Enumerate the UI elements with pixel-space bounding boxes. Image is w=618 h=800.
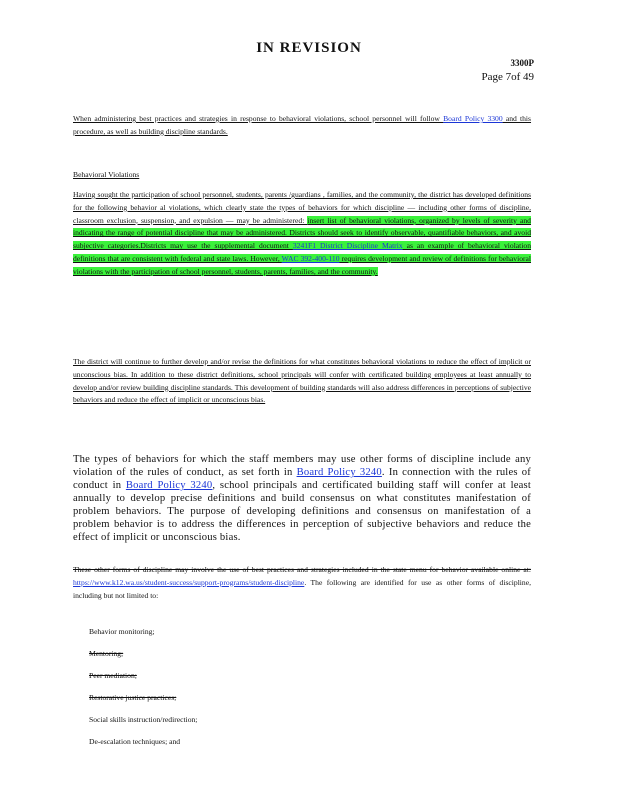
struck-text: These other forms of discipline may involve the use of best practices and strategies included in the state menu for behavior available online at: [73, 565, 531, 574]
behaviors-text-end: , school principals and certificated building staff will confer at least annually to develop precise definitions and build consensus on what constitutes manifestation of problem behaviors. The purpose of developing definitions and consensus on manifestation of a problem behavior is to address the differences in perception of subjective behaviors and reduce the effect of implicit or unconscious bias. [73, 480, 531, 543]
violations-paragraph [73, 189, 531, 279]
list-item-label: Restorative justice practices; [89, 693, 177, 702]
intro-text: When administering best practices and strategies in response to behavioral violations, school personnel will follow [73, 114, 444, 123]
behaviors-text: . In connection with the rules of conduct in [73, 467, 531, 491]
list-item-label: Mentoring; [89, 649, 124, 658]
board-policy-3300-link[interactable]: Board Policy 3300 [443, 114, 503, 123]
list-item [73, 715, 197, 724]
section-heading: Behavioral Violations [73, 170, 140, 179]
highlighted-text: as an example of behavioral violation definitions that are consistent with federal and state laws. However, [73, 241, 531, 263]
other-forms-paragraph [73, 564, 531, 602]
revision-paragraph: The district will continue to further develop and/or revise the definitions for what constitutes behavioral violations to reduce the effect of implicit or unconscious bias. In addition to these district definitions, school principals will confer with certificated building employees at least annually to develop and/or review building discipline standards. This development of building standards will also address differences in perceptions of subjective behaviors and reduce the effect of implicit or unconscious bias. [73, 357, 531, 405]
violations-text: Having sought the participation of school personnel, students, parents /guardians , families, and the community, the district has developed definitions for the following behavior al violations, which clearly state the types of behaviors for which discipline — including other forms of discipline, classroom exclusion, suspension, and expulsion — may be administered: [73, 190, 531, 225]
other-forms-text: . The following are identified for use as other forms of discipline, including but not limited to: [73, 577, 531, 600]
list-item-label: De-escalation techniques; and [89, 737, 181, 746]
behaviors-paragraph [73, 453, 531, 544]
policy-code: 3300P [510, 58, 534, 68]
list-item [73, 627, 155, 636]
intro-text-end: and this procedure, as well as building discipline standards. [73, 114, 532, 136]
list-item-label: Social skills instruction/redirection; [89, 715, 198, 724]
list-item [73, 671, 137, 680]
wac-link[interactable]: WAC 392-400-110 [281, 253, 340, 263]
highlighted-text: requires development and review of definitions for behavioral violations with the participation of school personnel, students, parents, families, and the community. [73, 253, 531, 276]
discipline-matrix-link[interactable]: 3241F1 District Discipline Matrix [292, 241, 403, 251]
highlighted-text: insert list of behavioral violations, organized by levels of severity and indicating the range of potential discipline that may be administered. Districts should seek to identify observable, quantifiable behaviors, and avoid subjective categories.Districts may use the supplemental document [73, 215, 531, 251]
list-item-label: Behavior monitoring; [89, 627, 155, 636]
board-policy-3240-link[interactable]: Board Policy 3240 [296, 467, 382, 478]
behaviors-text: The types of behaviors for which the staff members may use other forms of discipline include any violation of the rules of conduct, as set forth in [73, 454, 531, 478]
list-item [73, 693, 176, 702]
list-item [73, 649, 123, 658]
list-item [73, 737, 180, 746]
list-item-label: Peer mediation; [89, 671, 137, 680]
intro-paragraph [73, 113, 531, 139]
revision-title: IN REVISION [256, 40, 362, 56]
board-policy-3240-link-2[interactable]: Board Policy 3240 [125, 480, 213, 491]
page-number: Page 7of 49 [481, 71, 534, 83]
state-menu-link[interactable]: https://www.k12.wa.us/student-success/support-programs/student-discipline [73, 577, 305, 587]
